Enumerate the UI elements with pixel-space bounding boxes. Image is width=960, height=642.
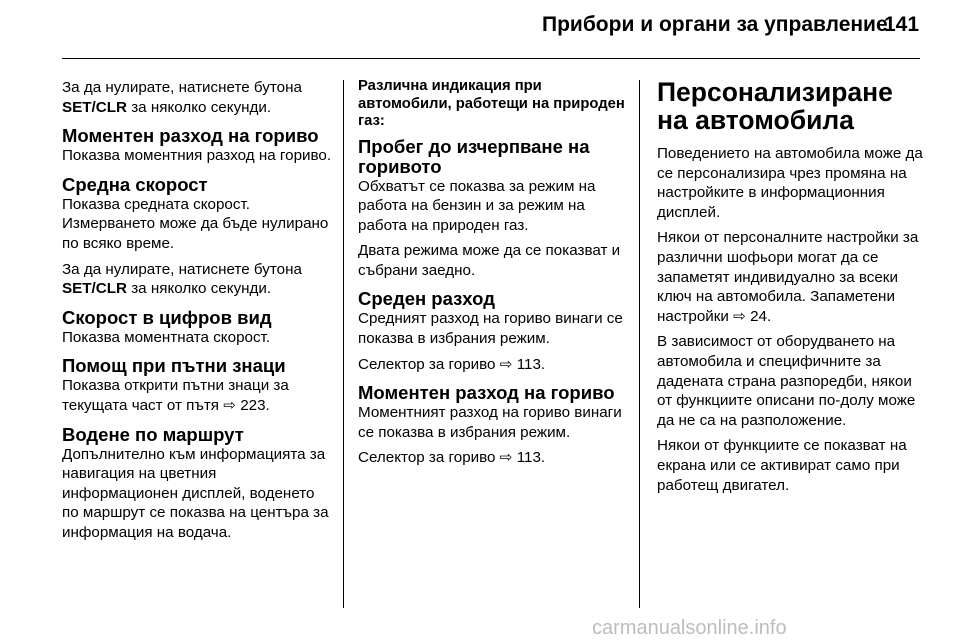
page-ref-arrow-icon: ⇨ [733,307,746,325]
page-ref-arrow-icon: ⇨ [499,355,513,373]
header-rule [62,58,920,59]
section-title: Водене по маршрут [62,423,244,445]
column-1 [62,78,334,549]
column-3 [657,78,929,501]
column-divider-1 [343,80,344,608]
body-paragraph: Поведението на автомобила може да се персонализира чрез промяна на настройките в информационния дисплей. [657,145,923,221]
section-text: Показва открити пътни знаци за текущата част от пътя ⇨ 223. [62,377,289,414]
section-title: Моментен разход на гориво [358,382,615,404]
body-paragraph: В зависимост от оборудването на автомобила и специфичните за дадената страна разпоредби, някои от функциите описани по-долу може да не са на разположение. [657,333,916,429]
page-ref-arrow-icon: ⇨ [499,449,513,467]
set-clr-label: SET/CLR [62,280,127,298]
page-ref-arrow-icon: ⇨ [223,396,236,414]
section-text: Моментният разход на гориво винаги се показва в избрания режим. [358,404,622,441]
column-2 [358,78,634,474]
cng-subheading: Различна индикация при автомобили, работещи на природен газ: [358,78,625,129]
section-text: Селектор за гориво ⇨ 113. [358,449,546,467]
section-text: Допълнително към информацията за навигация на цветния информационен дисплей, воденето по маршрут се показва на центъра за информация на водача. [62,445,329,541]
section-text: Показва моментната скорост. [62,328,271,346]
section-title: Средна скорост [62,173,208,195]
section-text: Селектор за гориво ⇨ 113. [358,355,546,373]
section-text: Средният разход на гориво винаги се показва в избрания режим. [358,310,623,348]
intro-paragraph: За да нулирате, натиснете бутона SET/CLR за няколко секунди. [62,79,302,116]
body-paragraph: Някои от функциите се показват на екрана или се активират само при работещ двигател. [657,437,907,494]
page-ref-link[interactable]: 223. [240,396,270,414]
page-number: 141 [884,13,920,36]
column-divider-2 [639,80,640,608]
section-text: Показва средната скорост. Измерването може да бъде нулирано по всяко време. [62,195,329,252]
section-title: Моментен разход на гориво [62,125,319,147]
reset-paragraph: За да нулирате, натиснете бутона SET/CLR за няколко секунди. [62,260,302,298]
section-title: Среден разход [358,288,495,310]
page-ref-link[interactable]: 113. [516,355,546,373]
set-clr-label: SET/CLR [62,98,127,116]
page-ref-link[interactable]: 113. [516,449,546,467]
section-text: Двата режима може да се показват и събрани заедно. [358,242,621,279]
section-text: Обхватът се показва за режим на работа на бензин и за режим на работа на природен газ. [358,177,596,234]
chapter-title: Персонализиране на автомобила [657,77,893,135]
section-text: Показва моментния разход на гориво. [62,147,332,165]
section-title: Пробег до изчерпване на горивото [358,135,590,177]
section-title: Помощ при пътни знаци [62,355,286,377]
section-title: Скорост в цифров вид [62,306,272,328]
page-ref-link[interactable]: 24. [750,307,772,325]
page-header-title: Прибори и органи за управление [542,13,888,36]
body-paragraph: Някои от персоналните настройки за различни шофьори могат да се запаметят индивидуално за всеки ключ на автомобила. Запаметени настройки ⇨ 24. [657,229,919,325]
watermark-text: carmanualsonline.info [592,617,787,639]
